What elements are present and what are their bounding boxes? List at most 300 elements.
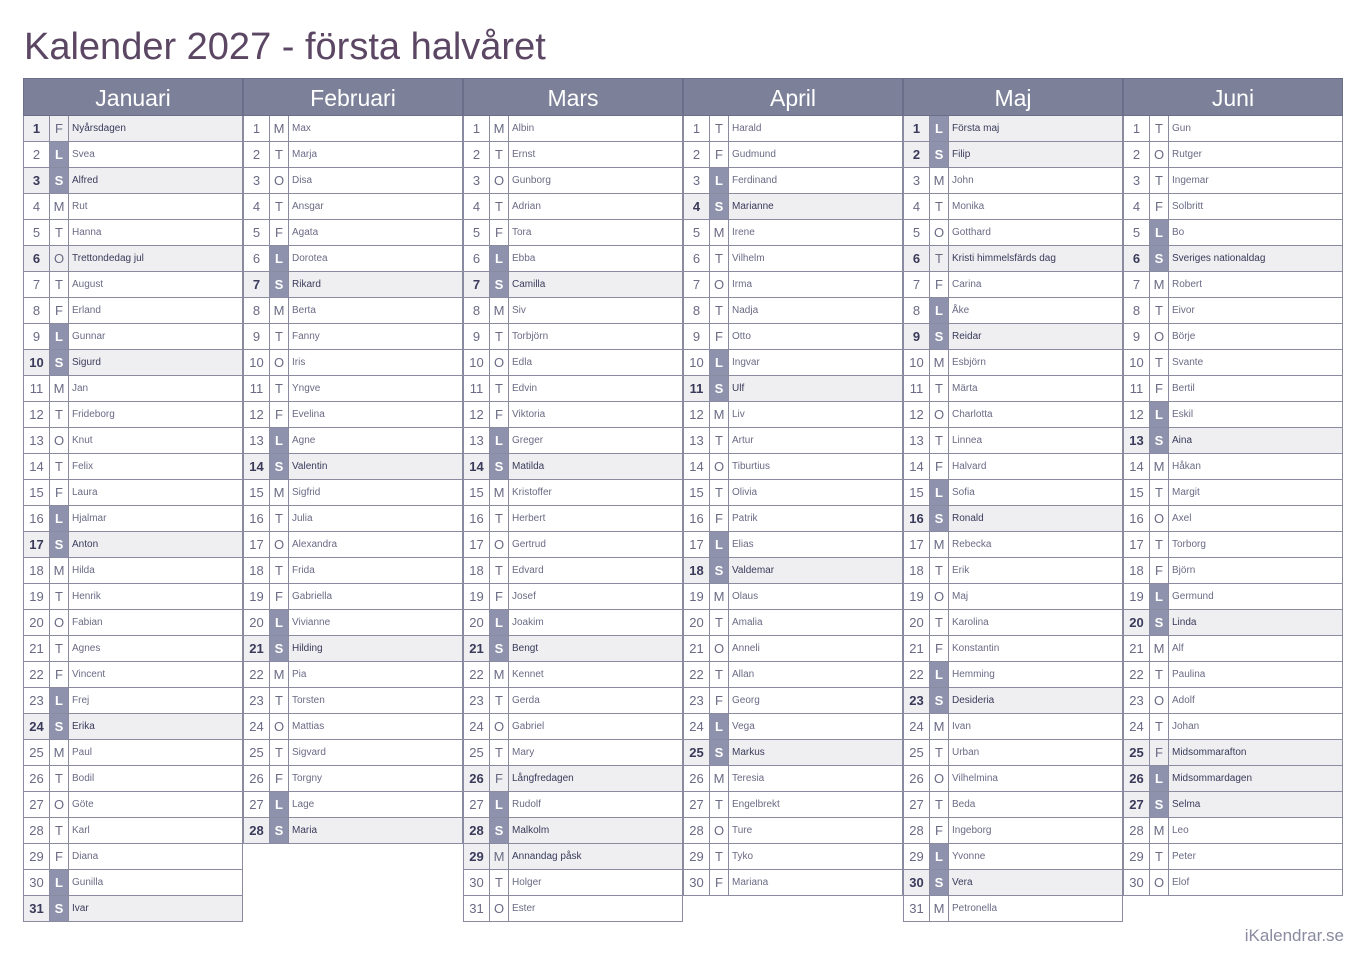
day-number: 5 xyxy=(1124,220,1150,245)
name-day: Petronella xyxy=(952,903,998,914)
weekday-letter: M xyxy=(930,714,949,739)
day-number: 6 xyxy=(464,246,490,271)
weekday-letter: M xyxy=(270,298,289,323)
day-row xyxy=(463,584,683,610)
weekday-letter: T xyxy=(490,870,509,895)
weekday-letter: T xyxy=(50,636,69,661)
weekday-letter: L xyxy=(1150,402,1169,427)
name-day: Ivan xyxy=(952,721,971,732)
day-row xyxy=(23,402,243,428)
day-number: 13 xyxy=(1124,428,1150,453)
name-day: Tiburtius xyxy=(732,461,770,472)
day-number: 9 xyxy=(464,324,490,349)
day-number: 13 xyxy=(464,428,490,453)
name-day: Ernst xyxy=(512,149,536,160)
name-day: Harald xyxy=(732,123,762,134)
day-number: 16 xyxy=(244,506,270,531)
weekday-letter: T xyxy=(930,558,949,583)
day-number: 22 xyxy=(464,662,490,687)
day-row xyxy=(683,662,903,688)
weekday-letter: T xyxy=(490,194,509,219)
day-number: 30 xyxy=(24,870,50,895)
weekday-letter: T xyxy=(490,506,509,531)
day-row xyxy=(903,168,1123,194)
day-number: 14 xyxy=(244,454,270,479)
weekday-letter: O xyxy=(490,896,509,921)
weekday-letter: T xyxy=(490,558,509,583)
weekday-letter: F xyxy=(930,454,949,479)
name-day: Iris xyxy=(292,357,306,368)
day-row xyxy=(463,844,683,870)
day-row xyxy=(23,480,243,506)
weekday-letter: M xyxy=(490,298,509,323)
day-number: 17 xyxy=(1124,532,1150,557)
weekday-letter: S xyxy=(1150,428,1169,453)
day-number: 4 xyxy=(24,194,50,219)
day-number: 29 xyxy=(24,844,50,869)
day-row xyxy=(23,792,243,818)
day-row xyxy=(683,246,903,272)
name-day: Valentin xyxy=(292,461,328,472)
name-day: Frej xyxy=(72,695,90,706)
name-day: Viktoria xyxy=(512,409,546,420)
day-number: 20 xyxy=(904,610,930,635)
name-day: Josef xyxy=(512,591,536,602)
day-row xyxy=(463,636,683,662)
name-day: Fanny xyxy=(292,331,320,342)
day-number: 7 xyxy=(904,272,930,297)
weekday-letter: T xyxy=(1150,298,1169,323)
weekday-letter: T xyxy=(930,428,949,453)
name-day: Ulf xyxy=(732,383,745,394)
name-day: Hanna xyxy=(72,227,102,238)
weekday-letter: S xyxy=(710,558,729,583)
weekday-letter: T xyxy=(490,376,509,401)
name-day: Agata xyxy=(292,227,319,238)
name-day: Agnes xyxy=(72,643,101,654)
day-number: 7 xyxy=(24,272,50,297)
day-row xyxy=(243,792,463,818)
day-row xyxy=(463,350,683,376)
day-number: 11 xyxy=(244,376,270,401)
day-row xyxy=(463,740,683,766)
month-header: Februari xyxy=(243,78,463,116)
month-column-mars xyxy=(463,78,683,922)
month-column-april xyxy=(683,78,903,896)
weekday-letter: S xyxy=(1150,792,1169,817)
weekday-letter: T xyxy=(710,298,729,323)
name-day: Erika xyxy=(72,721,95,732)
name-day: Gudmund xyxy=(732,149,776,160)
day-number: 8 xyxy=(684,298,710,323)
name-day: Rutger xyxy=(1172,149,1203,160)
day-row xyxy=(1123,168,1343,194)
name-day: Linda xyxy=(1172,617,1197,628)
day-row xyxy=(243,662,463,688)
name-day: Trettondedag jul xyxy=(72,253,144,264)
day-number: 29 xyxy=(904,844,930,869)
weekday-letter: L xyxy=(710,350,729,375)
day-number: 11 xyxy=(904,376,930,401)
day-row xyxy=(683,402,903,428)
name-day: Gertrud xyxy=(512,539,546,550)
weekday-letter: O xyxy=(1150,688,1169,713)
day-number: 14 xyxy=(1124,454,1150,479)
name-day: Ingvar xyxy=(732,357,760,368)
day-number: 9 xyxy=(24,324,50,349)
day-row xyxy=(683,324,903,350)
day-row xyxy=(463,298,683,324)
weekday-letter: L xyxy=(930,844,949,869)
day-row xyxy=(243,454,463,480)
day-number: 4 xyxy=(904,194,930,219)
weekday-letter: T xyxy=(270,740,289,765)
day-number: 7 xyxy=(1124,272,1150,297)
weekday-letter: O xyxy=(1150,506,1169,531)
day-row xyxy=(1123,792,1343,818)
weekday-letter: M xyxy=(1150,454,1169,479)
day-number: 6 xyxy=(1124,246,1150,271)
day-number: 26 xyxy=(464,766,490,791)
weekday-letter: L xyxy=(490,610,509,635)
day-row xyxy=(903,792,1123,818)
day-row xyxy=(1123,506,1343,532)
weekday-letter: M xyxy=(50,376,69,401)
day-number: 26 xyxy=(244,766,270,791)
day-number: 29 xyxy=(464,844,490,869)
day-number: 12 xyxy=(684,402,710,427)
name-day: Nyårsdagen xyxy=(72,123,126,134)
weekday-letter: M xyxy=(270,480,289,505)
day-number: 23 xyxy=(1124,688,1150,713)
day-row xyxy=(23,246,243,272)
weekday-letter: L xyxy=(710,532,729,557)
weekday-letter: S xyxy=(270,272,289,297)
name-day: Mariana xyxy=(732,877,769,888)
day-row xyxy=(1123,194,1343,220)
day-number: 22 xyxy=(904,662,930,687)
weekday-letter: L xyxy=(930,298,949,323)
name-day: Paul xyxy=(72,747,93,758)
weekday-letter: T xyxy=(270,142,289,167)
weekday-letter: T xyxy=(1150,662,1169,687)
name-day: Frida xyxy=(292,565,315,576)
name-day: Eivor xyxy=(1172,305,1195,316)
weekday-letter: T xyxy=(710,844,729,869)
day-number: 6 xyxy=(904,246,930,271)
day-row xyxy=(903,584,1123,610)
weekday-letter: M xyxy=(710,766,729,791)
day-number: 17 xyxy=(904,532,930,557)
name-day: Tora xyxy=(512,227,532,238)
day-number: 22 xyxy=(244,662,270,687)
day-number: 22 xyxy=(1124,662,1150,687)
name-day: Evelina xyxy=(292,409,325,420)
day-number: 10 xyxy=(464,350,490,375)
day-number: 5 xyxy=(904,220,930,245)
month-column-maj xyxy=(903,78,1123,922)
day-row xyxy=(23,428,243,454)
day-number: 24 xyxy=(244,714,270,739)
name-day: Marja xyxy=(292,149,318,160)
month-header: Januari xyxy=(23,78,243,116)
day-number: 10 xyxy=(684,350,710,375)
day-number: 10 xyxy=(244,350,270,375)
weekday-letter: M xyxy=(270,116,289,141)
weekday-letter: L xyxy=(50,506,69,531)
weekday-letter: L xyxy=(270,428,289,453)
day-row xyxy=(1123,402,1343,428)
day-number: 17 xyxy=(24,532,50,557)
day-number: 1 xyxy=(684,116,710,141)
weekday-letter: T xyxy=(490,688,509,713)
name-day: Albin xyxy=(512,123,535,134)
day-number: 15 xyxy=(904,480,930,505)
name-day: Vega xyxy=(732,721,755,732)
day-number: 11 xyxy=(464,376,490,401)
day-number: 3 xyxy=(684,168,710,193)
weekday-letter: F xyxy=(50,662,69,687)
day-number: 28 xyxy=(904,818,930,843)
day-number: 28 xyxy=(1124,818,1150,843)
day-row xyxy=(903,454,1123,480)
day-number: 13 xyxy=(24,428,50,453)
name-day: Torborg xyxy=(1172,539,1206,550)
weekday-letter: L xyxy=(710,168,729,193)
name-day: Kennet xyxy=(512,669,544,680)
day-number: 30 xyxy=(904,870,930,895)
name-day: Camilla xyxy=(512,279,546,290)
weekday-letter: T xyxy=(1150,844,1169,869)
weekday-letter: O xyxy=(930,220,949,245)
weekday-letter: T xyxy=(930,792,949,817)
weekday-letter: T xyxy=(270,194,289,219)
name-day: Julia xyxy=(292,513,313,524)
day-row xyxy=(23,896,243,922)
day-row xyxy=(683,584,903,610)
weekday-letter: L xyxy=(50,142,69,167)
day-number: 1 xyxy=(464,116,490,141)
day-row xyxy=(23,610,243,636)
name-day: Gunilla xyxy=(72,877,104,888)
day-row xyxy=(1123,662,1343,688)
weekday-letter: T xyxy=(710,662,729,687)
day-number: 18 xyxy=(244,558,270,583)
day-row xyxy=(463,402,683,428)
name-day: Vilhelm xyxy=(732,253,765,264)
day-number: 5 xyxy=(24,220,50,245)
day-number: 31 xyxy=(464,896,490,921)
day-number: 1 xyxy=(904,116,930,141)
name-day: Bodil xyxy=(72,773,95,784)
day-row xyxy=(463,870,683,896)
weekday-letter: O xyxy=(1150,142,1169,167)
day-number: 21 xyxy=(24,636,50,661)
weekday-letter: S xyxy=(710,194,729,219)
weekday-letter: M xyxy=(710,220,729,245)
name-day: Markus xyxy=(732,747,765,758)
day-row xyxy=(1123,376,1343,402)
day-number: 8 xyxy=(24,298,50,323)
day-number: 25 xyxy=(1124,740,1150,765)
day-row xyxy=(683,168,903,194)
weekday-letter: L xyxy=(490,428,509,453)
day-row xyxy=(243,220,463,246)
day-row xyxy=(903,194,1123,220)
name-day: Adolf xyxy=(1172,695,1195,706)
weekday-letter: T xyxy=(710,428,729,453)
weekday-letter: T xyxy=(710,116,729,141)
weekday-letter: T xyxy=(50,220,69,245)
weekday-letter: M xyxy=(50,558,69,583)
day-number: 11 xyxy=(1124,376,1150,401)
name-day: Ingeborg xyxy=(952,825,992,836)
weekday-letter: T xyxy=(930,610,949,635)
name-day: Sigvard xyxy=(292,747,326,758)
day-number: 13 xyxy=(684,428,710,453)
day-row xyxy=(463,168,683,194)
weekday-letter: F xyxy=(930,818,949,843)
name-day: Eskil xyxy=(1172,409,1194,420)
weekday-letter: S xyxy=(930,142,949,167)
name-day: Kristi himmelsfärds dag xyxy=(952,253,1056,264)
day-number: 8 xyxy=(1124,298,1150,323)
weekday-letter: O xyxy=(50,428,69,453)
day-number: 14 xyxy=(464,454,490,479)
day-number: 19 xyxy=(24,584,50,609)
weekday-letter: F xyxy=(50,116,69,141)
day-number: 4 xyxy=(1124,194,1150,219)
weekday-letter: O xyxy=(1150,324,1169,349)
day-number: 15 xyxy=(464,480,490,505)
weekday-letter: T xyxy=(490,142,509,167)
name-day: Maj xyxy=(952,591,969,602)
day-number: 31 xyxy=(24,896,50,921)
day-number: 12 xyxy=(244,402,270,427)
name-day: Elof xyxy=(1172,877,1190,888)
name-day: Malkolm xyxy=(512,825,550,836)
weekday-letter: L xyxy=(270,246,289,271)
name-day: Allan xyxy=(732,669,755,680)
name-day: Sigfrid xyxy=(292,487,321,498)
day-row xyxy=(903,870,1123,896)
day-number: 26 xyxy=(684,766,710,791)
day-row xyxy=(243,636,463,662)
day-row xyxy=(683,194,903,220)
weekday-letter: M xyxy=(1150,636,1169,661)
day-row xyxy=(1123,584,1343,610)
weekday-letter: L xyxy=(1150,766,1169,791)
day-number: 20 xyxy=(684,610,710,635)
weekday-letter: T xyxy=(490,740,509,765)
weekday-letter: M xyxy=(1150,272,1169,297)
day-number: 9 xyxy=(244,324,270,349)
name-day: Carina xyxy=(952,279,982,290)
day-number: 21 xyxy=(684,636,710,661)
name-day: Midsommarafton xyxy=(1172,747,1247,758)
weekday-letter: T xyxy=(710,480,729,505)
day-row xyxy=(903,402,1123,428)
weekday-letter: F xyxy=(930,636,949,661)
weekday-letter: S xyxy=(930,506,949,531)
day-number: 20 xyxy=(244,610,270,635)
weekday-letter: M xyxy=(50,194,69,219)
name-day: Siv xyxy=(512,305,526,316)
name-day: Rikard xyxy=(292,279,321,290)
month-header: Juni xyxy=(1123,78,1343,116)
day-number: 27 xyxy=(464,792,490,817)
name-day: Greger xyxy=(512,435,544,446)
day-number: 16 xyxy=(684,506,710,531)
name-day: Urban xyxy=(952,747,980,758)
weekday-letter: O xyxy=(930,584,949,609)
day-number: 13 xyxy=(244,428,270,453)
weekday-letter: L xyxy=(490,246,509,271)
day-row xyxy=(463,662,683,688)
weekday-letter: M xyxy=(710,402,729,427)
name-day: Gerda xyxy=(512,695,540,706)
day-number: 24 xyxy=(1124,714,1150,739)
day-number: 1 xyxy=(24,116,50,141)
day-row xyxy=(683,350,903,376)
day-row xyxy=(243,740,463,766)
weekday-letter: S xyxy=(490,818,509,843)
name-day: Göte xyxy=(72,799,94,810)
name-day: Karl xyxy=(72,825,90,836)
weekday-letter: O xyxy=(930,766,949,791)
day-row xyxy=(243,116,463,142)
day-number: 2 xyxy=(24,142,50,167)
day-row xyxy=(903,766,1123,792)
name-day: Teresia xyxy=(732,773,765,784)
day-row xyxy=(23,870,243,896)
day-row xyxy=(23,584,243,610)
day-row xyxy=(683,636,903,662)
day-row xyxy=(243,818,463,844)
day-number: 4 xyxy=(684,194,710,219)
name-day: Solbritt xyxy=(1172,201,1204,212)
name-day: Sofia xyxy=(952,487,975,498)
site-credit[interactable]: iKalendrar.se xyxy=(1244,926,1344,945)
day-number: 27 xyxy=(684,792,710,817)
day-row xyxy=(23,766,243,792)
day-row xyxy=(683,792,903,818)
day-row xyxy=(243,766,463,792)
name-day: Ronald xyxy=(952,513,984,524)
day-row xyxy=(23,220,243,246)
weekday-letter: T xyxy=(930,194,949,219)
weekday-letter: M xyxy=(930,350,949,375)
name-day: Långfredagen xyxy=(512,773,574,784)
day-number: 11 xyxy=(24,376,50,401)
weekday-letter: F xyxy=(710,870,729,895)
weekday-letter: T xyxy=(930,246,949,271)
day-number: 30 xyxy=(1124,870,1150,895)
day-number: 29 xyxy=(684,844,710,869)
name-day: Alexandra xyxy=(292,539,338,550)
day-number: 7 xyxy=(684,272,710,297)
day-row xyxy=(903,298,1123,324)
weekday-letter: M xyxy=(490,844,509,869)
weekday-letter: O xyxy=(490,532,509,557)
weekday-letter: S xyxy=(1150,610,1169,635)
name-day: Berta xyxy=(292,305,316,316)
day-number: 1 xyxy=(244,116,270,141)
name-day: Knut xyxy=(72,435,93,446)
day-row xyxy=(243,532,463,558)
name-day: Yngve xyxy=(292,383,321,394)
day-row xyxy=(23,558,243,584)
